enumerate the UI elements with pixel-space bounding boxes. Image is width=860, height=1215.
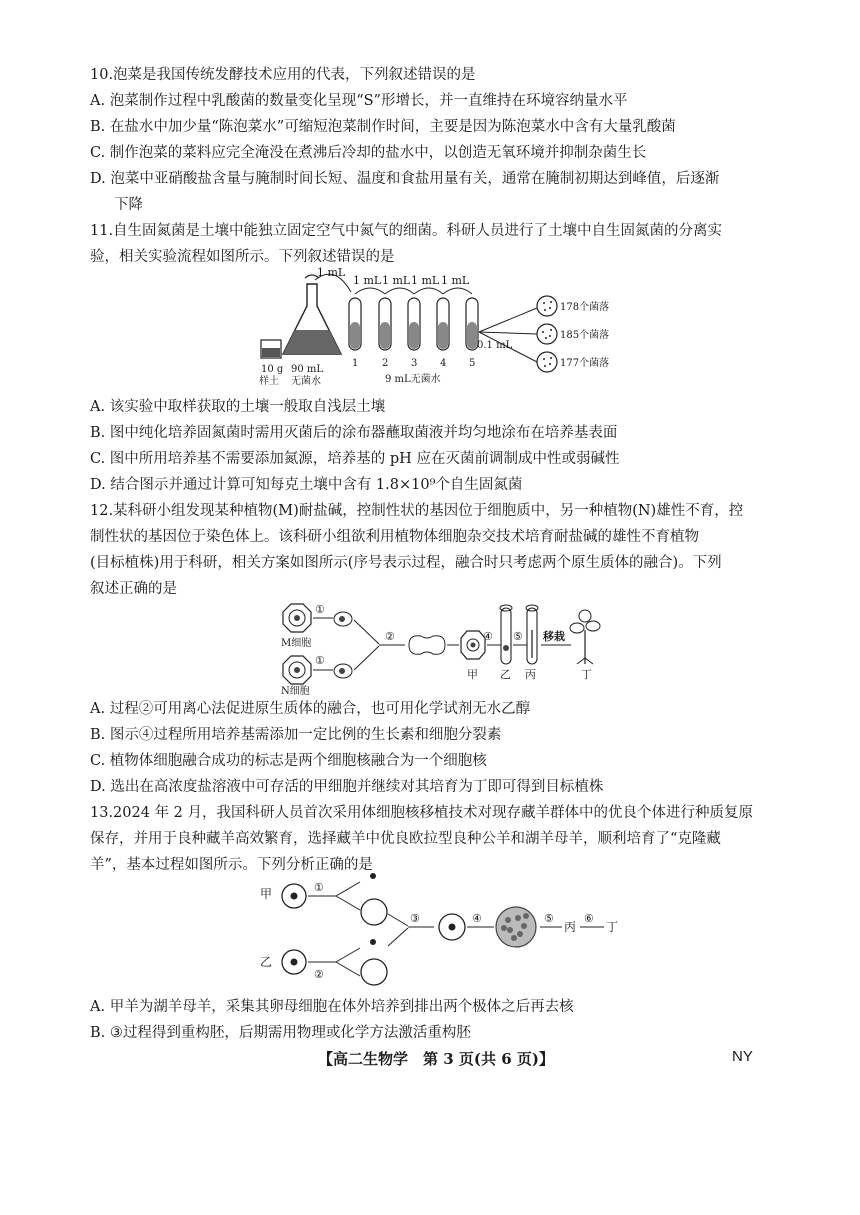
step-label: ① — [314, 881, 324, 894]
petri-dishes — [537, 296, 557, 372]
ding-plant — [570, 610, 600, 664]
question-12-stem-line2: 制性状的基因位于染色体上。该科研小组欲利用植物体细胞杂交技术培育耐盐碱的雄性不育植物 — [90, 529, 699, 545]
question-13-stem-line1: 13.2024 年 2 月，我国科研人员首次采用体细胞核移植技术对现存藏羊群体中的优良个体进行种质复原 — [90, 805, 754, 821]
step-label: ④ — [472, 912, 482, 925]
spread-volume-label: 0.1 mL — [477, 340, 513, 351]
question-12 — [90, 498, 770, 602]
stage-label-bing: 丙 — [525, 668, 536, 681]
step-label: ⑤ — [513, 630, 523, 643]
question-13-stem-line2: 保存，并用于良种藏羊高效繁育，选择藏羊中优良欧拉型良种公羊和湖羊母羊，顺利培育了“克隆藏 — [90, 831, 721, 847]
question-11-option-d: D. 结合图示并通过计算可知每克土壤中含有 1.8×10⁹个自生固氮菌 — [90, 477, 523, 493]
tube-number: 4 — [440, 358, 447, 369]
question-10-option-d: D. 泡菜中亚硝酸盐含量与腌制时间长短、温度和食盐用量有关，通常在腌制初期达到峰值，后逐渐 — [90, 171, 720, 187]
question-11-options — [90, 394, 770, 498]
question-12-options — [90, 696, 770, 800]
arrow-label: 1 mL — [317, 266, 346, 279]
question-10-stem: 10.泡菜是我国传统发酵技术应用的代表，下列叙述错误的是 — [90, 67, 476, 83]
step-label: ⑥ — [584, 912, 594, 925]
soil-beaker — [261, 340, 281, 358]
step-label: ① — [315, 654, 325, 667]
jia-egg-cell — [282, 884, 306, 908]
blastocyst — [496, 907, 536, 947]
question-12-option-d: D. 选出在高浓度盐溶液中可存活的甲细胞并继续对其培育为丁即可得到目标植株 — [90, 779, 604, 795]
stage-label-ding: 丁 — [581, 668, 592, 681]
bing-tube — [526, 605, 538, 664]
question-10-option-a: A. 泡菜制作过程中乳酸菌的数量变化呈现“S”形增长，并一直维持在环境容纳量水平 — [90, 93, 628, 109]
colony-count-label: 185个菌落 — [560, 330, 610, 341]
step-label: ③ — [410, 912, 420, 925]
transplant-label: 移栽 — [543, 630, 565, 643]
flask-volume-label: 90 mL — [291, 364, 324, 375]
protoplast-fusion-figure — [275, 600, 615, 695]
question-10 — [90, 62, 770, 218]
question-12-option-b: B. 图示④过程所用培养基需添加一定比例的生长素和细胞分裂素 — [90, 727, 502, 743]
nuclear-transfer-figure — [258, 870, 628, 988]
colony-count-label: 178个菌落 — [560, 302, 610, 313]
question-10-option-d-continued: 下降 — [114, 197, 143, 213]
tube-number: 3 — [411, 358, 418, 369]
tube-number: 1 — [352, 358, 359, 369]
exam-code: NY — [732, 1048, 753, 1065]
m-cell-label: M细胞 — [281, 638, 312, 649]
n-cell-label: N细胞 — [281, 686, 310, 695]
step-label: ① — [315, 603, 325, 616]
question-12-stem-line1: 12.某科研小组发现某种植物(M)耐盐碱，控制性状的基因位于细胞质中，另一种植物(N)雄性不育，控 — [90, 503, 744, 519]
arrow-label: 1 mL — [441, 274, 470, 287]
step-label: ⑤ — [544, 912, 554, 925]
question-12-option-a: A. 过程②可用离心法促进原生质体的融合，也可用化学试剂无水乙醇 — [90, 701, 531, 717]
question-13-options — [90, 994, 770, 1046]
yi-somatic-cell — [282, 950, 306, 974]
arrow-label: 1 mL — [353, 274, 382, 287]
question-13 — [90, 800, 770, 878]
arrow-label: 1 mL — [411, 274, 440, 287]
stage-label-jia: 甲 — [467, 668, 478, 681]
page-number: 【高二生物学 第 3 页(共 6 页)】 — [318, 1050, 554, 1068]
tube-number: 5 — [469, 358, 476, 369]
stage-label-ding: 丁 — [606, 920, 619, 934]
question-13-stem-line3: 羊”，基本过程如图所示。下列分析正确的是 — [90, 857, 373, 873]
donor-jia-label: 甲 — [260, 887, 273, 901]
question-12-stem-line4: 叙述正确的是 — [90, 581, 177, 597]
step-label: ② — [314, 968, 324, 981]
question-10-option-c: C. 制作泡菜的菜料应完全淹没在煮沸后冷却的盐水中，以创造无氧环境并抑制杂菌生长 — [90, 145, 647, 161]
n-cell — [283, 656, 311, 684]
question-11-option-b: B. 图中纯化培养固氮菌时需用灭菌后的涂布器蘸取菌液并均匀地涂布在培养基表面 — [90, 425, 618, 441]
question-11-stem-line1: 11.自生固氮菌是土壤中能独立固定空气中氮气的细菌。科研人员进行了土壤中自生固氮菌的分离实 — [90, 223, 723, 239]
question-10-option-b: B. 在盐水中加少量“陈泡菜水”可缩短泡菜制作时间，主要是因为陈泡菜水中含有大量乳酸菌 — [90, 119, 676, 135]
donor-yi-label: 乙 — [260, 955, 273, 969]
question-13-option-a: A. 甲羊为湖羊母羊，采集其卵母细胞在体外培养到排出两个极体之后再去核 — [90, 999, 574, 1015]
yi-tube — [500, 605, 512, 664]
arrow-label: 1 mL — [382, 274, 411, 287]
flask — [283, 275, 341, 354]
step-label: ② — [385, 630, 395, 643]
soil-mass-label: 10 g — [261, 364, 284, 375]
flask-label: 无菌水 — [291, 376, 321, 387]
question-12-stem-line3: (目标植株)用于科研，相关方案如图所示(序号表示过程，融合时只考虑两个原生质体的融合)。下列 — [90, 555, 722, 571]
question-11-option-a: A. 该实验中取样获取的土壤一般取自浅层土壤 — [90, 399, 386, 415]
stage-label-bing: 丙 — [564, 920, 577, 934]
m-cell — [283, 604, 311, 632]
reconstructed-embryo — [439, 914, 465, 940]
question-11-option-c: C. 图中所用培养基不需要添加氮源，培养基的 pH 应在灭菌前调制成中性或弱碱性 — [90, 451, 620, 467]
stage-label-yi: 乙 — [500, 668, 511, 681]
test-tubes — [349, 298, 478, 350]
soil-label: 样土 — [259, 376, 279, 387]
question-11-stem-line2: 验，相关实验流程如图所示。下列叙述错误的是 — [90, 249, 395, 265]
colony-count-label: 177个菌落 — [560, 358, 610, 369]
question-12-option-c: C. 植物体细胞融合成功的标志是两个细胞核融合为一个细胞核 — [90, 753, 487, 769]
question-13-option-b: B. ③过程得到重构胚，后期需用物理或化学方法激活重构胚 — [90, 1025, 471, 1041]
tube-number: 2 — [382, 358, 389, 369]
step-label: ④ — [483, 630, 493, 643]
jia-cell — [461, 631, 485, 659]
dilution-plating-figure — [255, 262, 615, 392]
tubes-volume-label: 9 mL无菌水 — [385, 374, 441, 385]
